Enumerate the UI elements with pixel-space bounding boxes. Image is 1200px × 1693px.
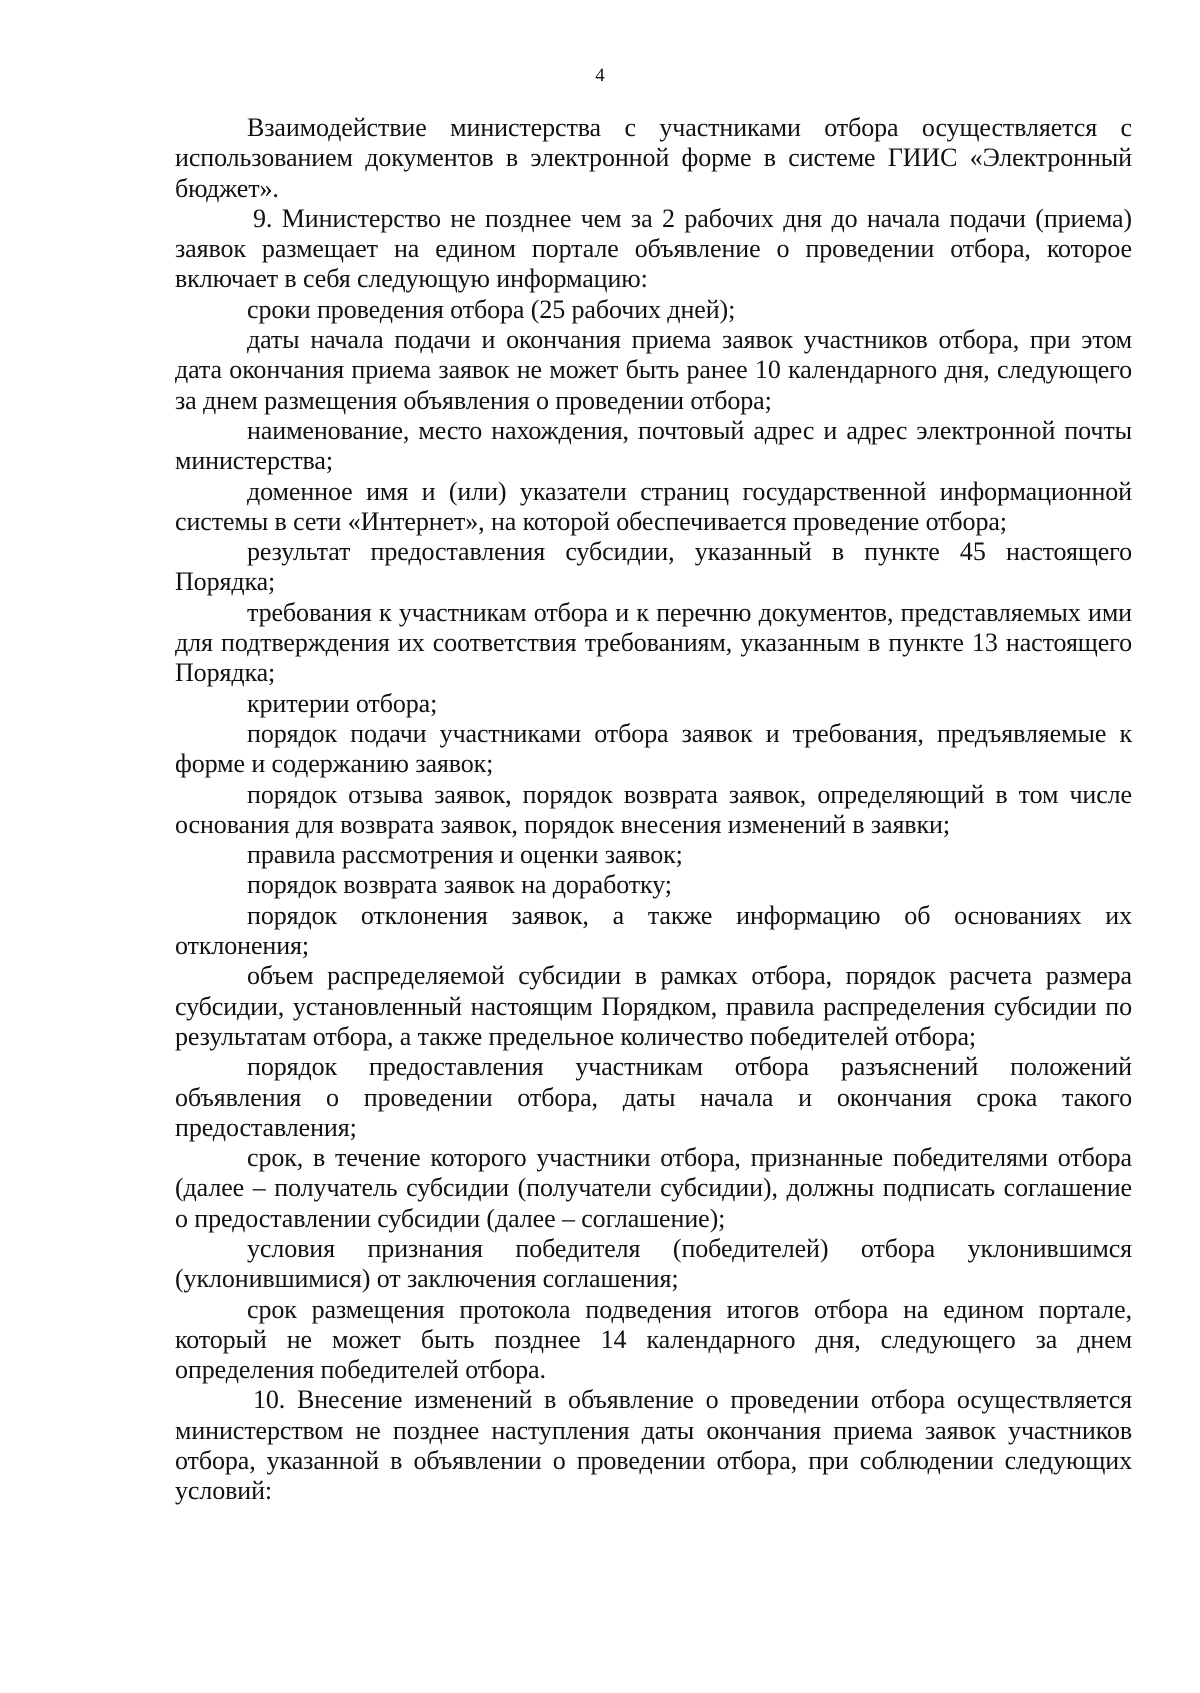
paragraph-application-dates: даты начала подачи и окончания приема заявок участников отбора, при этом дата окончания приема заявок не может быть ранее 10 календарного дня, следующего за днем размещения объявления о проведении отбора;: [175, 325, 1132, 415]
document-body: [175, 113, 1132, 1507]
paragraph-subsidy-volume: объем распределяемой субсидии в рамках отбора, порядок расчета размера субсидии, установленный настоящим Порядком, правила распределения субсидии по результатам отбора, а также предельное количество победителей отбора;: [175, 961, 1132, 1051]
paragraph-withdrawal-order: порядок отзыва заявок, порядок возврата заявок, определяющий в том числе основания для возврата заявок, порядок внесения изменений в заявки;: [175, 779, 1132, 839]
paragraph-rework-order: порядок возврата заявок на доработку;: [247, 870, 672, 900]
paragraph-criteria: критерии отбора;: [247, 688, 438, 718]
paragraph-ministry-address: наименование, место нахождения, почтовый адрес и адрес электронной почты министерства;: [175, 415, 1132, 476]
paragraph-review-rules: правила рассмотрения и оценки заявок;: [247, 840, 683, 870]
paragraph-item-9: 9. Министерство не позднее чем за 2 рабочих дня до начала подачи (приема) заявок размещает на едином портале объявление о проведении отбора, которое включает в себя следующую информацию:: [175, 203, 1132, 294]
paragraph-subsidy-result: результат предоставления субсидии, указанный в пункте 45 настоящего Порядка;: [175, 537, 1132, 597]
paragraph-item-10: 10. Внесение изменений в объявление о проведении отбора осуществляется министерством не позднее наступления даты окончания приема заявок участников отбора, указанной в объявлении о проведении отбора, при соблюдении следующих условий:: [175, 1385, 1132, 1506]
paragraph-agreement-deadline: срок, в течение которого участники отбора, признанные победителями отбора (далее – получатель субсидии (получатели субсидии), должны подписать соглашение о предоставлении субсидии (далее – соглашение);: [175, 1143, 1132, 1233]
paragraph-domain-name: доменное имя и (или) указатели страниц государственной информационной системы в сети «Интернет», на которой обеспечивается проведение отбора;: [175, 476, 1132, 536]
paragraph-rejection-order: порядок отклонения заявок, а также информацию об основаниях их отклонения;: [175, 900, 1132, 961]
paragraph-interaction: Взаимодействие министерства с участниками отбора осуществляется с использованием документов в электронной форме в системе ГИИС «Электронный бюджет».: [175, 113, 1132, 203]
paragraph-clarifications: порядок предоставления участникам отбора разъяснений положений объявления о проведении отбора, даты начала и окончания срока такого предоставления;: [175, 1052, 1132, 1142]
paragraph-selection-terms: сроки проведения отбора (25 рабочих дней);: [247, 294, 736, 324]
paragraph-submission-order: порядок подачи участниками отбора заявок и требования, предъявляемые к форме и содержанию заявок;: [175, 718, 1132, 779]
paragraph-participant-requirements: требования к участникам отбора и к перечню документов, представляемых ими для подтверждения их соответствия требованиям, указанным в пункте 13 настоящего Порядка;: [175, 597, 1132, 688]
paragraph-evasion-conditions: условия признания победителя (победителей) отбора уклонившимся (уклонившимися) от заключения соглашения;: [175, 1233, 1132, 1294]
paragraph-protocol-deadline: срок размещения протокола подведения итогов отбора на едином портале, который не может быть позднее 14 календарного дня, следующего за днем определения победителей отбора.: [175, 1294, 1132, 1385]
page-number: 4: [595, 65, 605, 86]
